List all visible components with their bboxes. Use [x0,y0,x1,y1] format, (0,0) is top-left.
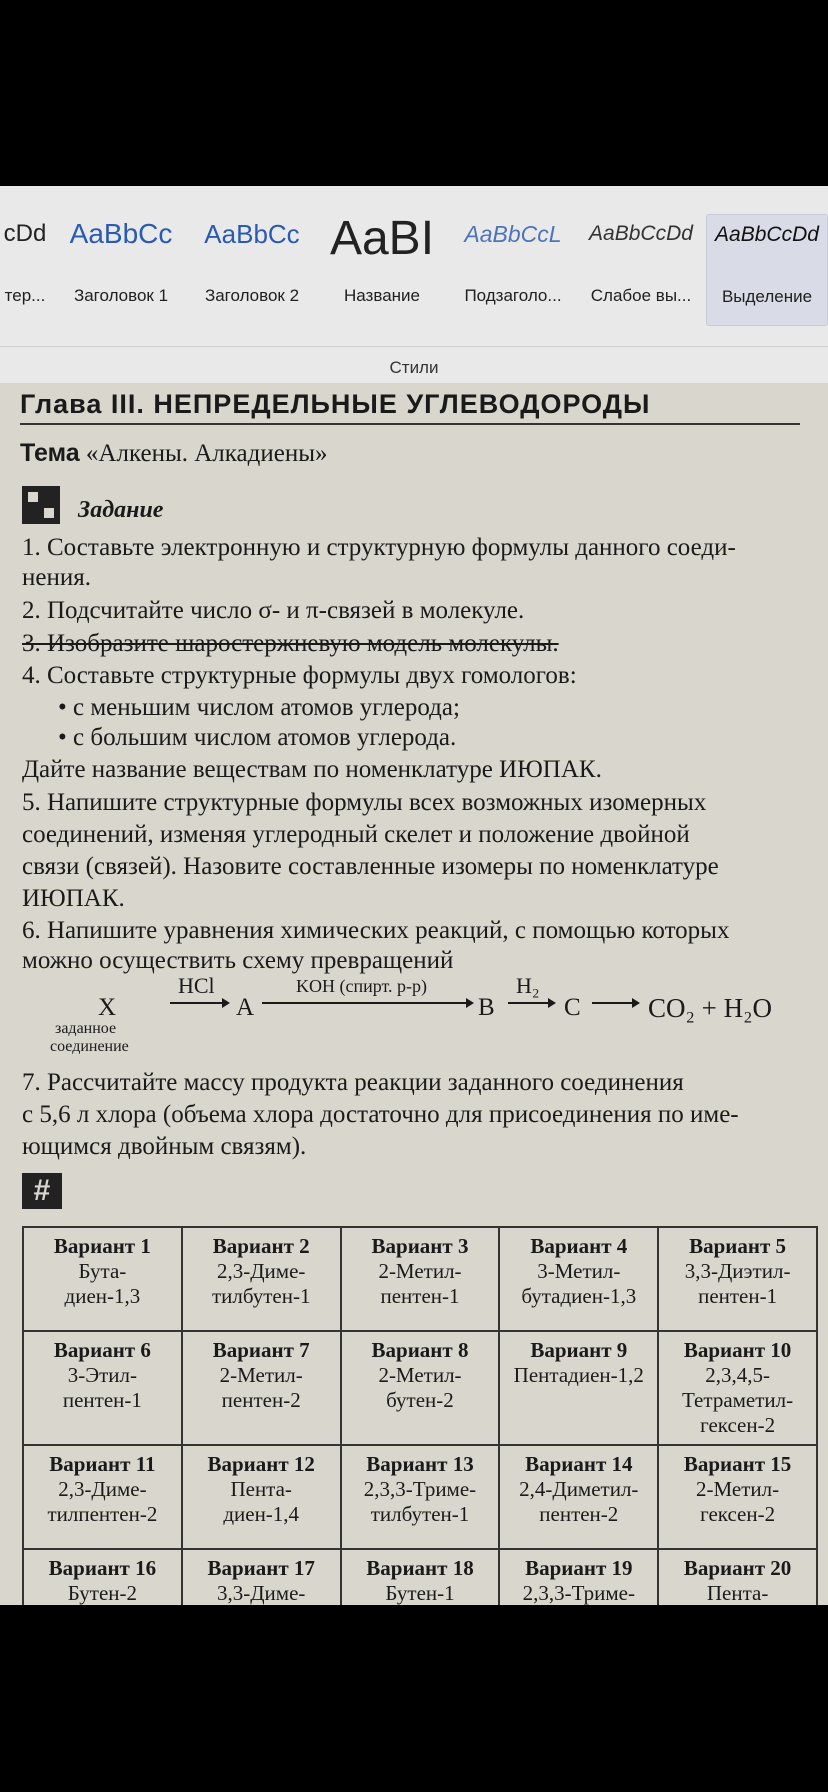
variant-compound: пентен-2 [539,1502,619,1526]
variant-cell [341,1331,500,1445]
style-sample: cDd [3,220,47,247]
variant-compound: пентен-1 [62,1388,142,1412]
variant-title: Вариант 9 [530,1338,628,1362]
variant-compound: 2,3,3-Триме- [522,1581,635,1605]
task-line: 1. Составьте электронную и структурную формулы данного соеди- [22,534,736,561]
variant-cell [341,1445,500,1549]
task-heading: Задание [78,497,164,523]
variant-compound: 3,3-Диэтил- [684,1259,791,1283]
variant-compound: диен-1,3 [64,1284,141,1308]
variant-title: Вариант 1 [53,1234,151,1258]
variant-title: Вариант 14 [525,1452,633,1476]
style-caption: Выделение [721,287,813,306]
scheme-reagent-h2: H₂ [516,973,540,998]
arrow-icon [508,997,556,1009]
variant-cell [658,1331,817,1445]
style-heading-2[interactable] [190,214,314,324]
variant-compound: 3-Этил- [67,1363,138,1387]
variant-cell [182,1445,341,1549]
variant-compound: диен-1,4 [223,1502,300,1526]
variant-cell [23,1227,182,1331]
style-sample: AaBbCcDd [589,222,693,245]
task-line: 5. Напишите структурные формулы всех возможных изомерных [22,789,707,816]
task-line: можно осуществить схему превращений [22,947,454,974]
task-bullet: • с меньшим числом атомов углерода; [58,694,460,721]
variant-title: Вариант 5 [689,1234,787,1258]
variant-title: Вариант 11 [49,1452,156,1476]
variant-compound: 3,3-Диме- [216,1581,306,1605]
task-line: 2. Подсчитайте число σ- и π-связей в молекуле. [22,597,525,624]
scheme-reagent-koh: KOH (спирт. р-р) [296,976,428,996]
scheme-products: CO₂ + H₂O [648,993,773,1023]
task-line: связи (связей). Назовите составленные изомеры по номенклатуре [22,853,719,880]
style-caption: тер... [4,286,46,305]
task-line: 7. Рассчитайте массу продукта реакции заданного соединения [22,1069,684,1096]
scheme-a: A [236,994,255,1021]
arrow-icon [262,997,474,1009]
variant-cell [658,1549,817,1605]
variant-title: Вариант 8 [371,1338,469,1362]
style-sample: AaBbCcL [464,221,562,247]
scheme-x-note: заданное [55,1020,117,1037]
variant-title: Вариант 6 [53,1338,151,1362]
textbook-page [0,383,828,1605]
styles-gallery [0,214,828,324]
variant-compound: пентен-1 [380,1284,460,1308]
task-line: нения. [22,564,91,591]
topic-line [20,438,328,469]
arrow-icon [592,997,640,1009]
variant-compound: Бута- [78,1259,127,1283]
variant-title: Вариант 7 [212,1338,310,1362]
task-line: 4. Составьте структурные формулы двух гомологов: [22,662,577,689]
variants-table [22,1226,818,1605]
scheme-reagent-hcl: HCl [178,973,215,998]
variant-cell [658,1227,817,1331]
variant-title: Вариант 4 [530,1234,628,1258]
table-row [23,1549,817,1605]
variant-compound: 2-Метил- [219,1363,303,1387]
task-line: ИЮПАК. [22,885,125,912]
variant-title: Вариант 12 [207,1452,315,1476]
hash-icon: # [22,1173,62,1209]
table-row [23,1227,817,1331]
variant-compound: 3-Метил- [537,1259,621,1283]
variant-compound: Пента- [706,1581,769,1605]
variant-compound: бутадиен-1,3 [521,1284,637,1308]
scheme-x-note: соединение [50,1038,129,1055]
variant-compound: тилбутен-1 [370,1502,470,1526]
variant-title: Вариант 20 [683,1556,792,1580]
variant-compound: бутен-2 [386,1388,454,1412]
style-caption: Название [344,286,420,305]
style-caption: Подзаголо... [464,286,562,305]
variant-cell [23,1331,182,1445]
topic-name: «Алкены. Алкадиены» [85,440,328,467]
table-row [23,1331,817,1445]
style-sample: AaBbCcDd [715,223,819,246]
variant-compound: гексен-2 [700,1502,776,1526]
style-subtle-emphasis[interactable] [580,214,702,324]
task-line-struck: 3. Изобразите шаростержневую модель молекулы. [22,630,559,657]
variant-title: Вариант 15 [683,1452,792,1476]
variant-compound: Пентадиен-1,2 [513,1363,644,1387]
style-sample: AaBbCc [204,219,300,249]
chapter-rule [20,423,800,425]
variant-compound: 2-Метил- [378,1259,462,1283]
style-sample: AaBI [329,214,435,265]
task-line: 6. Напишите уравнения химических реакций, с помощью которых [22,917,730,944]
table-row [23,1445,817,1549]
task-line: Дайте название веществам по номенклатуре ИЮПАК. [22,756,602,783]
style-title[interactable] [320,214,444,324]
variant-title: Вариант 18 [366,1556,474,1580]
variant-cell [499,1549,658,1605]
style-caption: Слабое вы... [590,286,692,305]
variant-cell [341,1227,500,1331]
variant-cell [499,1445,658,1549]
variant-title: Вариант 17 [207,1556,315,1580]
variant-compound: пентен-2 [221,1388,301,1412]
arrow-icon [170,997,230,1009]
variant-compound: тилбутен-1 [211,1284,311,1308]
style-normal-partial[interactable] [0,214,50,324]
task-icon [22,486,60,524]
style-caption: Заголовок 1 [73,286,169,305]
variant-compound: Тетраметил- [682,1388,794,1412]
task-line: соединений, изменяя углеродный скелет и положение двойной [22,821,690,848]
variant-cell [341,1549,500,1605]
topic-label: Тема [20,439,80,467]
variant-compound: 2,4-Диметил- [519,1477,639,1501]
variant-cell [499,1227,658,1331]
variant-title: Вариант 2 [212,1234,310,1258]
style-heading-1[interactable] [58,214,184,324]
task-line: ющимся двойным связям). [22,1133,307,1160]
variant-cell [182,1549,341,1605]
variant-cell [23,1445,182,1549]
styles-group-label: Стили [389,358,439,377]
variant-title: Вариант 13 [366,1452,474,1476]
variant-compound: Пента- [230,1477,292,1501]
variant-compound: 2-Метил- [696,1477,780,1501]
task-bullet: • с большим числом атомов углерода. [58,724,457,751]
style-caption: Заголовок 2 [204,286,300,305]
variant-compound: Бутен-2 [67,1581,138,1605]
chapter-title: Глава III. НЕПРЕДЕЛЬНЫЕ УГЛЕВОДОРОДЫ [20,389,651,419]
variant-cell [658,1445,817,1549]
variant-compound: пентен-1 [698,1284,778,1308]
variant-compound: 2,3-Диме- [58,1477,147,1501]
variant-title: Вариант 3 [371,1234,469,1258]
variant-title: Вариант 16 [48,1556,157,1580]
task-line: с 5,6 л хлора (объема хлора достаточно для присоединения по име- [22,1101,739,1128]
variant-compound: Бутен-1 [385,1581,455,1605]
style-emphasis[interactable] [706,214,828,326]
ribbon-divider [0,346,828,347]
variant-cell [182,1227,341,1331]
style-subtitle[interactable] [450,214,576,324]
variant-title: Вариант 10 [683,1338,792,1362]
style-sample: AaBbCc [69,218,173,249]
variant-cell [182,1331,341,1445]
scheme-b: B [478,994,495,1021]
variant-cell [499,1331,658,1445]
word-ribbon-styles [0,186,828,383]
variant-title: Вариант 19 [525,1556,633,1580]
variant-compound: 2,3,3-Триме- [363,1477,477,1501]
variant-compound: гексен-2 [700,1413,776,1437]
scheme-x: X [98,994,117,1021]
variant-compound: 2,3,4,5- [705,1363,770,1387]
variant-compound: 2-Метил- [378,1363,462,1387]
variant-cell [23,1549,182,1605]
variant-compound: 2,3-Диме- [216,1259,306,1283]
variant-compound: тилпентен-2 [47,1502,158,1526]
scheme-c: C [564,994,581,1021]
